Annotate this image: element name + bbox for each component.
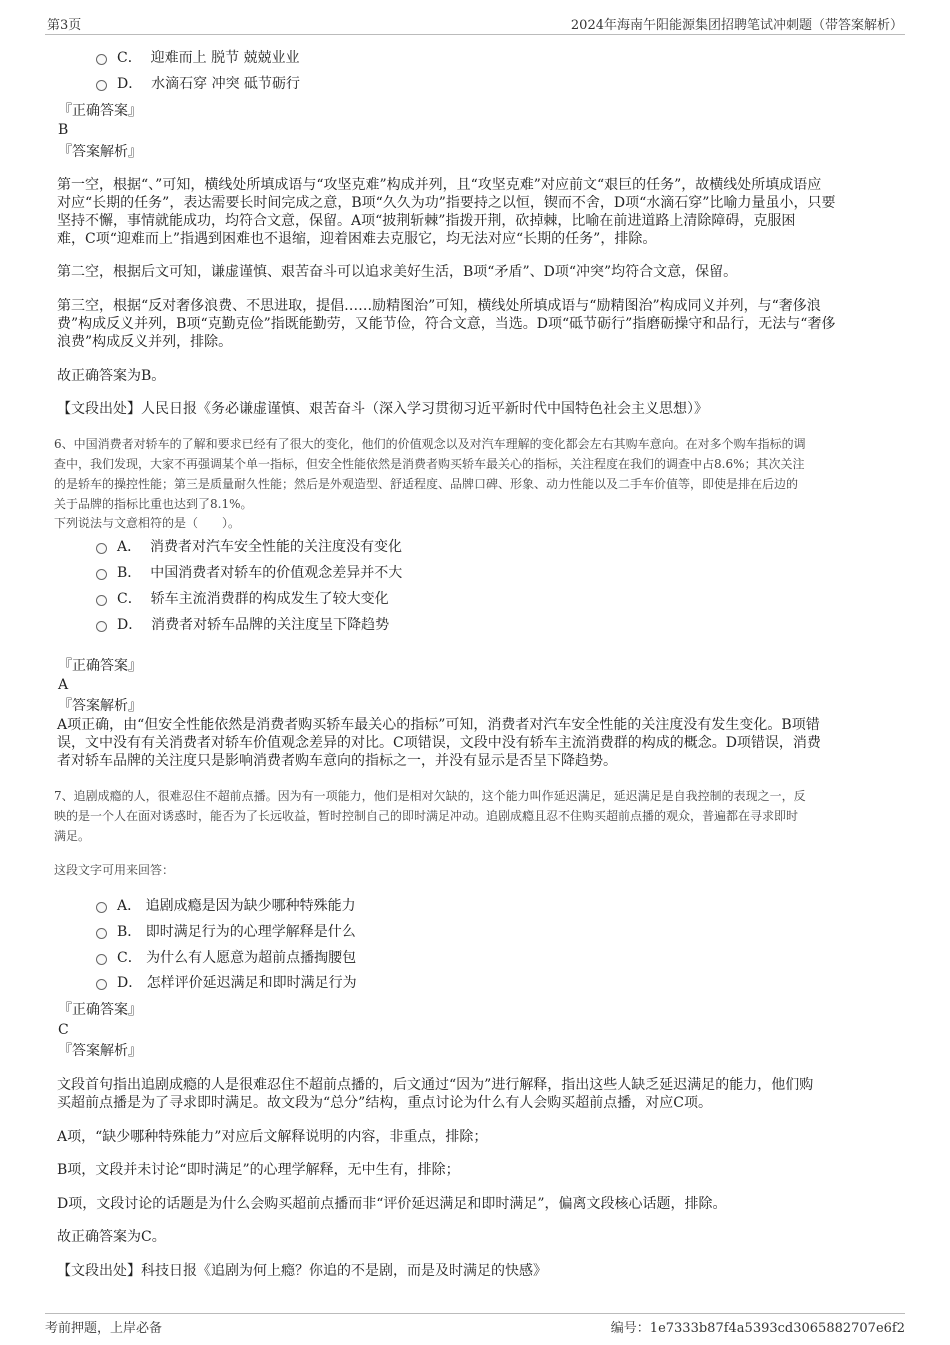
q7-conclusion: 故正确答案为C。 — [57, 1229, 166, 1245]
q6-stem-line: 关于品牌的指标比重也达到了8.1%。 — [54, 497, 253, 511]
radio-icon[interactable] — [96, 928, 107, 939]
q6-option-a[interactable]: A． 消费者对汽车安全性能的关注度没有变化 — [96, 538, 402, 556]
q5-analysis-line: 浪费”构成反义并列，排除。 — [57, 334, 233, 350]
q7-option-c[interactable]: C． 为什么有人愿意为超前点播掏腰包 — [96, 949, 356, 967]
q5-analysis-line: 第一空，根据“、”可知，横线处所填成语与“攻坚克难”构成并列，且“攻坚克难”对应前文“艰巨的任务”，故横线处所填成语应 — [57, 177, 822, 193]
q5-analysis-line: 第二空，根据后文可知，谦虚谨慎、艰苦奋斗可以追求美好生活，B项“矛盾”、D项“冲突”均符合文意，保留。 — [57, 264, 738, 280]
q7-analysis-line: 买超前点播是为了寻求即时满足。故文段为“总分”结构，重点讨论为什么有人会购买超前点播，对应C项。 — [57, 1095, 713, 1111]
q6-analysis-label: 『答案解析』 — [58, 698, 142, 714]
page-header — [45, 14, 905, 35]
q5-conclusion: 故正确答案为B。 — [57, 368, 166, 384]
q6-analysis-line: A项正确，由“但安全性能依然是消费者购买轿车最关心的指标”可知，消费者对汽车安全性能的关注度没有发生变化。B项错 — [57, 717, 820, 733]
q7-stem-line: 满足。 — [54, 829, 91, 843]
radio-icon[interactable] — [96, 954, 107, 965]
document-title: 2024年海南午阳能源集团招聘笔试冲刺题（带答案解析） — [570, 18, 903, 33]
q5-option-d[interactable]: D． 水滴石穿 冲突 砥节砺行 — [96, 75, 300, 93]
q7-question: 这段文字可用来回答： — [54, 863, 175, 877]
page-number: 第3页 — [47, 18, 82, 33]
q7-analysis-line: B项，文段并未讨论“即时满足”的心理学解释，无中生有，排除； — [57, 1162, 460, 1178]
q5-answer: B — [58, 122, 69, 138]
radio-icon[interactable] — [96, 543, 107, 554]
q5-analysis-line: 对应“长期的任务”，表达需要长时间完成之意，B项“久久为功”指要持之以恒，锲而不舍，D项“水滴石穿”比喻力量虽小，只要 — [57, 195, 836, 211]
radio-icon[interactable] — [96, 595, 107, 606]
q6-analysis-line: 误，文中没有有关消费者对轿车价值观念差异的对比。C项错误，文段中没有轿车主流消费群的构成的概念。D项错误，消费 — [57, 735, 821, 751]
q5-analysis-line: 费”构成反义并列，B项“克勤克俭”指既能勤劳，又能节俭，符合文意，当选。D项“砥节砺行”指磨砺操守和品行，无法与“奢侈 — [57, 316, 836, 332]
q5-analysis-line: 坚持不懈，事情就能成功，均符合文意，保留。A项“披荆斩棘”指拨开荆，砍掉棘，比喻在前进道路上清除障碍，克服困 — [57, 213, 796, 229]
q6-stem-line: 的是轿车的操控性能；第三是质量耐久性能；然后是外观造型、舒适程度、品牌口碑、形象、动力性能以及二手车价值等，即使是排在后边的 — [54, 477, 799, 491]
q5-analysis-line: 第三空，根据“反对奢侈浪费、不思进取，提倡……励精图治”可知，横线处所填成语与“励精图治”构成同义并列，与“奢侈浪 — [57, 298, 821, 314]
radio-icon[interactable] — [96, 80, 107, 91]
q7-analysis-label: 『答案解析』 — [58, 1043, 142, 1059]
q6-option-c[interactable]: C． 轿车主流消费群的构成发生了较大变化 — [96, 590, 389, 608]
footer-slogan: 考前押题，上岸必备 — [45, 1321, 163, 1336]
q7-analysis-line: 文段首句指出追剧成瘾的人是很难忍住不超前点播的，后文通过“因为”进行解释，指出这些人缺乏延迟满足的能力，他们购 — [57, 1077, 814, 1093]
q6-answer-label: 『正确答案』 — [58, 658, 142, 674]
q5-option-c[interactable]: C． 迎难而上 脱节 兢兢业业 — [96, 49, 300, 67]
q7-stem-line: 映的是一个人在面对诱惑时，能否为了长远收益，暂时控制自己的即时满足冲动。追剧成瘾且忍不住购买超前点播的观众，普遍都在寻求即时 — [54, 809, 799, 823]
radio-icon[interactable] — [96, 621, 107, 632]
document-id: 编号：1e7333b87f4a5393cd3065882707e6f2 — [610, 1321, 905, 1336]
q6-question: 下列说法与文意相符的是（ ）。 — [54, 516, 241, 530]
q5-source: 【文段出处】人民日报《务必谦虚谨慎、艰苦奋斗（深入学习贯彻习近平新时代中国特色社会主义思想）》 — [57, 401, 708, 417]
q5-answer-label: 『正确答案』 — [58, 103, 142, 119]
page-footer — [45, 1313, 905, 1336]
q7-option-d[interactable]: D． 怎样评价延迟满足和即时满足行为 — [96, 974, 357, 992]
q6-option-b[interactable]: B． 中国消费者对轿车的价值观念差异并不大 — [96, 564, 402, 582]
q6-analysis-line: 者对轿车品牌的关注度只是影响消费者购车意向的指标之一，并没有显示是否呈下降趋势。 — [57, 753, 617, 769]
radio-icon[interactable] — [96, 979, 107, 990]
q6-stem-line: 6、中国消费者对轿车的了解和要求已经有了很大的变化，他们的价值观念以及对汽车理解的变化都会左右其购车意向。在对多个购车指标的调 — [54, 437, 806, 451]
q7-analysis-line: A项，“缺少哪种特殊能力”对应后文解释说明的内容，非重点，排除； — [57, 1129, 488, 1145]
q7-answer-label: 『正确答案』 — [58, 1002, 142, 1018]
q7-option-b[interactable]: B． 即时满足行为的心理学解释是什么 — [96, 923, 356, 941]
q7-option-a[interactable]: A． 追剧成瘾是因为缺少哪种特殊能力 — [96, 897, 356, 915]
q7-analysis-line: D项，文段讨论的话题是为什么会购买超前点播而非“评价延迟满足和即时满足”，偏离文段核心话题，排除。 — [57, 1196, 727, 1212]
q7-source: 【文段出处】科技日报《追剧为何上瘾？你追的不是剧，而是及时满足的快感》 — [57, 1263, 547, 1279]
q7-stem-line: 7、追剧成瘾的人，很难忍住不超前点播。因为有一项能力，他们是相对欠缺的，这个能力叫作延迟满足，延迟满足是自我控制的表现之一，反 — [54, 789, 806, 803]
radio-icon[interactable] — [96, 902, 107, 913]
q6-answer: A — [58, 677, 69, 693]
q6-stem-line: 查中，我们发现，大家不再强调某个单一指标，但安全性能依然是消费者购买轿车最关心的指标，关注程度在我们的调查中占8.6%；其次关注 — [54, 457, 805, 471]
q7-answer: C — [58, 1022, 69, 1038]
radio-icon[interactable] — [96, 569, 107, 580]
q5-analysis-line: 难，C项“迎难而上”指遇到困难也不退缩，迎着困难去克服它，均无法对应“长期的任务”，排除。 — [57, 231, 657, 247]
q5-analysis-label: 『答案解析』 — [58, 144, 142, 160]
radio-icon[interactable] — [96, 54, 107, 65]
q6-option-d[interactable]: D． 消费者对轿车品牌的关注度呈下降趋势 — [96, 616, 389, 634]
